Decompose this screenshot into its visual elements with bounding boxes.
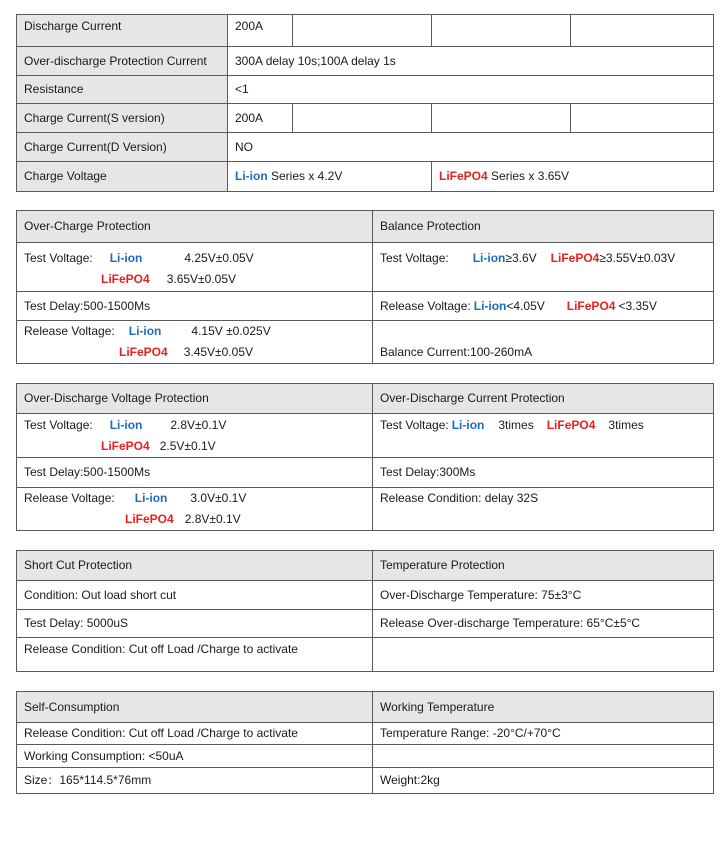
cur-liion-value: 3times	[498, 418, 534, 432]
over-discharge-current-label: Over-discharge Protection Current	[17, 47, 228, 76]
release-over-discharge-temperature: Release Over-discharge Temperature: 65°C±5°C	[373, 610, 714, 638]
lfp-value: 3.65V±0.05V	[166, 272, 236, 286]
charge-current-s-value: 200A	[228, 104, 293, 133]
odc-test-voltage	[373, 414, 714, 458]
short-cut-condition: Condition: Out load short cut	[17, 581, 373, 610]
liion-tag: Li-ion	[472, 251, 506, 265]
balance-current: Balance Current:100-260mA	[373, 321, 714, 364]
over-charge-test-voltage	[17, 243, 373, 292]
balance-release-voltage	[373, 292, 714, 321]
bal-test-label: Test Voltage:	[380, 251, 449, 265]
over-charge-release-voltage	[17, 321, 373, 364]
lfp-value: Series x 3.65V	[487, 169, 570, 183]
liion-tag: Li-ion	[109, 251, 143, 265]
resistance-label: Resistance	[17, 76, 228, 104]
release-voltage-label: Release Voltage:	[24, 324, 115, 338]
discharge-current-label: Discharge Current	[17, 15, 228, 47]
balance-header: Balance Protection	[373, 211, 714, 243]
lfp-tag: LiFePO4	[119, 345, 168, 359]
lfp-tag: LiFePO4	[546, 418, 596, 432]
odv-release-voltage	[17, 488, 373, 531]
rel-lfp-value: 3.45V±0.05V	[183, 345, 253, 359]
spec-table-over-discharge	[16, 383, 714, 531]
liion-tag: Li-ion	[451, 418, 485, 432]
short-cut-header: Short Cut Protection	[17, 551, 373, 581]
working-consumption: Working Consumption: <50uA	[17, 745, 373, 768]
charge-voltage-label: Charge Voltage	[17, 162, 228, 192]
lfp-value: 2.5V±0.1V	[159, 439, 216, 453]
liion-value: 2.8V±0.1V	[170, 418, 227, 432]
over-discharge-current-value: 300A delay 10s;100A delay 1s	[228, 47, 714, 76]
short-cut-release-condition: Release Condition: Cut off Load /Charge to activate	[17, 638, 373, 672]
balance-test-voltage	[373, 243, 714, 292]
lfp-tag: LiFePO4	[439, 169, 488, 183]
odv-test-voltage	[17, 414, 373, 458]
over-discharge-temperature: Over-Discharge Temperature: 75±3°C	[373, 581, 714, 610]
liion-tag: Li-ion	[109, 418, 143, 432]
cur-test-label: Test Voltage:	[380, 418, 449, 432]
rel-liion-value: 4.15V ±0.025V	[191, 324, 271, 338]
temperature-range: Temperature Range: -20°C/+70°C	[373, 723, 714, 745]
weight: Weight:2kg	[373, 768, 714, 794]
test-voltage-label: Test Voltage:	[24, 251, 93, 265]
spec-table-general	[16, 14, 714, 192]
bal-rel-lfp-value: <3.35V	[618, 298, 657, 313]
liion-tag: Li-ion	[134, 491, 168, 505]
over-charge-test-delay: Test Delay:500-1500Ms	[17, 292, 373, 321]
charge-current-d-value: NO	[228, 133, 714, 162]
charge-voltage-lfp	[432, 162, 714, 192]
release-voltage-label: Release Voltage:	[24, 491, 115, 505]
lfp-tag: LiFePO4	[101, 272, 150, 286]
short-cut-test-delay: Test Delay: 5000uS	[17, 610, 373, 638]
bal-liion-value: ≥3.6V	[505, 251, 537, 265]
self-consumption-header: Self-Consumption	[17, 692, 373, 723]
spec-table-overcharge-balance	[16, 210, 714, 364]
size: Size：165*114.5*76mm	[17, 768, 373, 794]
discharge-current-value: 200A	[228, 15, 293, 47]
resistance-value: <1	[228, 76, 714, 104]
liion-tag: Li-ion	[473, 298, 507, 313]
lfp-tag: LiFePO4	[101, 439, 150, 453]
over-discharge-voltage-header: Over-Discharge Voltage Protection	[17, 384, 373, 414]
odc-release-condition: Release Condition: delay 32S	[373, 488, 714, 531]
charge-current-s-label: Charge Current(S version)	[17, 104, 228, 133]
liion-tag: Li-ion	[128, 324, 162, 338]
self-consumption-release-condition: Release Condition: Cut off Load /Charge to activate	[17, 723, 373, 745]
cur-lfp-value: 3times	[608, 418, 644, 432]
working-temperature-header: Working Temperature	[373, 692, 714, 723]
lfp-tag: LiFePO4	[550, 251, 600, 265]
spec-table-consumption	[16, 691, 714, 794]
rel-liion-value: 3.0V±0.1V	[190, 491, 247, 505]
spec-table-shortcut-temperature	[16, 550, 714, 672]
liion-tag: Li-ion	[235, 169, 268, 183]
rel-lfp-value: 2.8V±0.1V	[184, 512, 241, 526]
test-voltage-label: Test Voltage:	[24, 418, 93, 432]
liion-value: Series x 4.2V	[267, 169, 343, 183]
bal-rel-liion-value: <4.05V	[506, 298, 545, 313]
over-charge-header: Over-Charge Protection	[17, 211, 373, 243]
temperature-header: Temperature Protection	[373, 551, 714, 581]
bal-release-label: Release Voltage:	[380, 298, 471, 313]
lfp-tag: LiFePO4	[125, 512, 174, 526]
charge-current-d-label: Charge Current(D Version)	[17, 133, 228, 162]
liion-value: 4.25V±0.05V	[184, 251, 254, 265]
odc-test-delay: Test Delay:300Ms	[373, 458, 714, 488]
odv-test-delay: Test Delay:500-1500Ms	[17, 458, 373, 488]
charge-voltage-liion	[228, 162, 432, 192]
over-discharge-current-header: Over-Discharge Current Protection	[373, 384, 714, 414]
lfp-tag: LiFePO4	[566, 298, 616, 313]
bal-lfp-value: ≥3.55V±0.03V	[599, 251, 676, 265]
